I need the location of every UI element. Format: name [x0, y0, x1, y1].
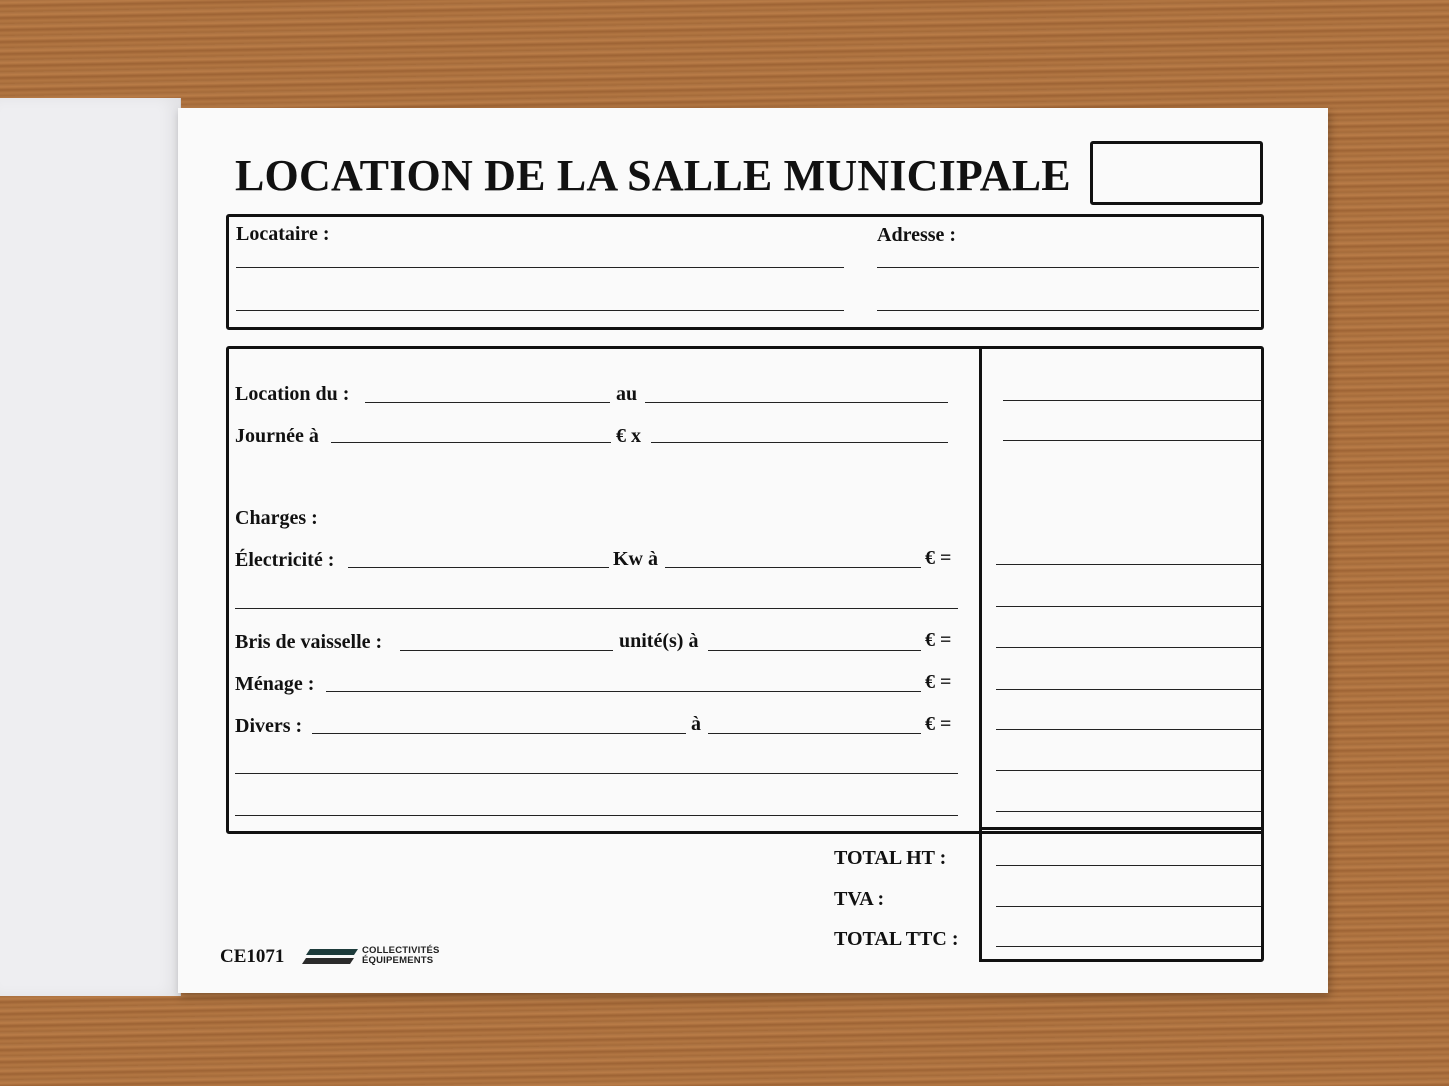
left-blank-page	[0, 98, 181, 996]
tenant-address-box	[226, 214, 1264, 330]
day-rate-line[interactable]	[331, 442, 611, 443]
total-ht-line[interactable]	[996, 865, 1261, 866]
misc-rate-line[interactable]	[708, 733, 921, 734]
electricity-kw-line[interactable]	[348, 567, 609, 568]
form-page	[178, 108, 1328, 993]
tva-label: TVA :	[834, 888, 885, 910]
breakage-euro-equals: € =	[925, 629, 952, 651]
day-count-line[interactable]	[651, 442, 948, 443]
address-line-1[interactable]	[877, 267, 1259, 268]
breakage-count-line[interactable]	[400, 650, 613, 651]
amount-line-day[interactable]	[1003, 440, 1261, 441]
reference-number-box[interactable]	[1090, 141, 1263, 205]
brand-line-2: ÉQUIPEMENTS	[362, 955, 434, 966]
misc-euro-equals: € =	[925, 713, 952, 735]
cleaning-euro-equals: € =	[925, 671, 952, 693]
location-to-label: au	[616, 383, 638, 405]
brand-logo-icon	[302, 947, 360, 967]
location-from-line[interactable]	[365, 402, 610, 403]
amount-line-misc-extra-1[interactable]	[996, 770, 1261, 771]
amount-line-location[interactable]	[1003, 400, 1261, 401]
day-rate-label: Journée à	[235, 425, 319, 447]
misc-line[interactable]	[312, 733, 686, 734]
breakage-label: Bris de vaisselle :	[235, 631, 383, 653]
form-code: CE1071	[220, 946, 285, 967]
misc-at-label: à	[691, 713, 701, 735]
amount-line-misc[interactable]	[996, 729, 1261, 730]
tenant-line-2[interactable]	[236, 310, 844, 311]
brand-name	[362, 946, 440, 966]
misc-extra-line-1[interactable]	[235, 773, 958, 774]
address-label: Adresse :	[877, 224, 957, 246]
form-title: LOCATION DE LA SALLE MUNICIPALE	[235, 151, 1071, 200]
breakage-unit: unité(s) à	[619, 630, 699, 652]
brand-line-1: COLLECTIVITÉS	[362, 945, 440, 956]
misc-label: Divers :	[235, 715, 303, 737]
total-ttc-label: TOTAL TTC :	[834, 928, 959, 950]
amount-line-electricity[interactable]	[996, 564, 1261, 565]
amount-line-extra[interactable]	[996, 606, 1261, 607]
amount-line-breakage[interactable]	[996, 647, 1261, 648]
tenant-label: Locataire :	[236, 223, 330, 245]
location-from-label: Location du :	[235, 383, 350, 405]
total-ht-label: TOTAL HT :	[834, 847, 947, 869]
electricity-rate-line[interactable]	[665, 567, 921, 568]
charges-box	[226, 346, 1264, 834]
electricity-euro-equals: € =	[925, 547, 952, 569]
total-ttc-line[interactable]	[996, 946, 1261, 947]
electricity-label: Électricité :	[235, 549, 335, 571]
location-to-line[interactable]	[645, 402, 948, 403]
tva-line[interactable]	[996, 906, 1261, 907]
breakage-rate-line[interactable]	[708, 650, 921, 651]
extra-charge-line[interactable]	[235, 608, 958, 609]
tenant-line-1[interactable]	[236, 267, 844, 268]
cleaning-line[interactable]	[326, 691, 921, 692]
cleaning-label: Ménage :	[235, 673, 315, 695]
amount-line-cleaning[interactable]	[996, 689, 1261, 690]
address-line-2[interactable]	[877, 310, 1259, 311]
misc-extra-line-2[interactable]	[235, 815, 958, 816]
charges-label: Charges :	[235, 507, 318, 529]
electricity-unit: Kw à	[613, 548, 658, 570]
totals-box	[979, 827, 1264, 962]
day-rate-unit: € x	[616, 425, 641, 447]
amount-line-misc-extra-2[interactable]	[996, 811, 1261, 812]
